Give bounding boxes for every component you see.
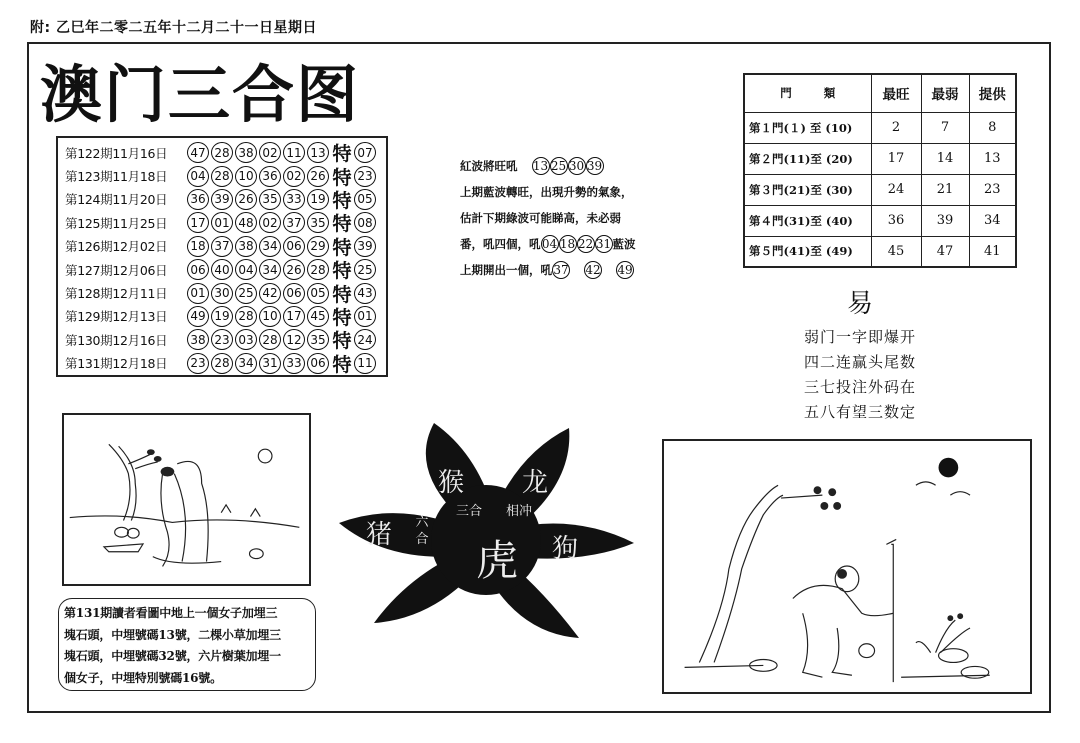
col-door-type: 門 類 bbox=[744, 74, 871, 112]
number-ball: 12 bbox=[283, 329, 305, 350]
number-ball: 28 bbox=[235, 306, 257, 327]
number-ball: 18 bbox=[187, 236, 209, 257]
wave-line-4-suffix: 藍波 bbox=[612, 237, 636, 251]
door-range: 第２門(11)至 (20) bbox=[744, 143, 871, 174]
number-ball: 02 bbox=[259, 142, 281, 163]
result-period-label: 第124期11月20日 bbox=[65, 192, 168, 208]
special-label: 特 bbox=[332, 330, 352, 353]
blue-wave-balls bbox=[552, 257, 634, 283]
red-wave-balls bbox=[532, 153, 604, 179]
number-ball: 06 bbox=[307, 353, 329, 374]
special-label: 特 bbox=[332, 283, 352, 306]
number-ball: 19 bbox=[307, 189, 329, 210]
wave-number-ball: 25 bbox=[550, 159, 567, 173]
wave-number-ball: 49 bbox=[617, 263, 633, 277]
number-ball: 01 bbox=[187, 283, 209, 304]
special-number-ball: 07 bbox=[354, 142, 376, 163]
issue-date-line: 附: 乙巳年二零二五年十二月二十一日星期日 bbox=[30, 20, 317, 36]
zodiac-dragon: 龙 bbox=[522, 468, 549, 498]
offer-value: 41 bbox=[969, 236, 1016, 267]
result-row bbox=[65, 258, 386, 281]
special-number-ball: 39 bbox=[354, 236, 376, 257]
special-label: 特 bbox=[332, 353, 352, 376]
old-man-drawing bbox=[664, 441, 1030, 692]
woman-tree-illustration bbox=[62, 413, 311, 586]
number-ball: 45 bbox=[307, 306, 329, 327]
number-ball: 35 bbox=[307, 212, 329, 233]
worst-value: 14 bbox=[921, 143, 969, 174]
old-man-illustration bbox=[662, 439, 1032, 694]
door-row bbox=[744, 174, 1016, 205]
door-row bbox=[744, 143, 1016, 174]
wave-number-ball: 31 bbox=[595, 237, 612, 251]
result-row bbox=[65, 141, 386, 164]
worst-value: 47 bbox=[921, 236, 969, 267]
number-ball: 05 bbox=[307, 283, 329, 304]
door-row bbox=[744, 236, 1016, 267]
worst-value: 7 bbox=[921, 112, 969, 143]
door-range: 第５門(41)至 (49) bbox=[744, 236, 871, 267]
door-row bbox=[744, 205, 1016, 236]
wave-number-ball: 37 bbox=[553, 263, 569, 277]
number-ball: 37 bbox=[211, 236, 233, 257]
special-number-ball: 43 bbox=[354, 283, 376, 304]
number-ball: 34 bbox=[259, 236, 281, 257]
wave-line-1 bbox=[460, 153, 680, 179]
poem-title: 易 bbox=[846, 289, 873, 319]
number-ball: 13 bbox=[307, 142, 329, 163]
offer-value: 13 bbox=[969, 143, 1016, 174]
poem-line: 弱门一字即爆开 bbox=[803, 328, 916, 346]
wave-line-4 bbox=[460, 231, 680, 257]
door-range: 第１門(１) 至 (10) bbox=[744, 112, 871, 143]
result-period-label: 第129期12月13日 bbox=[65, 309, 168, 325]
wave-number-ball: 04 bbox=[541, 237, 558, 251]
number-ball: 38 bbox=[235, 236, 257, 257]
number-ball: 06 bbox=[187, 259, 209, 280]
number-ball: 34 bbox=[259, 259, 281, 280]
result-row bbox=[65, 211, 386, 234]
number-ball: 10 bbox=[235, 166, 257, 187]
number-ball: 23 bbox=[187, 353, 209, 374]
zodiac-pig: 猪 bbox=[366, 520, 393, 550]
result-row bbox=[65, 188, 386, 211]
number-ball: 33 bbox=[283, 353, 305, 374]
worst-value: 21 bbox=[921, 174, 969, 205]
number-ball: 42 bbox=[259, 283, 281, 304]
wave-number-ball: 30 bbox=[568, 159, 585, 173]
wave-line-4-text: 番，吼四個，吼 bbox=[460, 237, 541, 251]
door-table-header bbox=[744, 74, 1016, 112]
wave-number-ball: 18 bbox=[559, 237, 576, 251]
number-ball: 26 bbox=[235, 189, 257, 210]
result-row bbox=[65, 164, 386, 187]
woman-tree-drawing bbox=[64, 415, 309, 584]
worst-value: 39 bbox=[921, 205, 969, 236]
wave-line-1-text: 紅波將旺吼 bbox=[460, 159, 518, 173]
number-ball: 26 bbox=[307, 166, 329, 187]
number-ball: 28 bbox=[259, 329, 281, 350]
special-label: 特 bbox=[332, 260, 352, 283]
poem-block bbox=[790, 287, 930, 425]
riddle-line: 個女子，中埋特別號碼16號。 bbox=[64, 670, 222, 685]
number-ball: 19 bbox=[211, 306, 233, 327]
result-period-label: 第131期12月18日 bbox=[65, 356, 168, 372]
result-row bbox=[65, 352, 386, 375]
result-period-label: 第122期11月16日 bbox=[65, 145, 168, 161]
zodiac-flower-diagram bbox=[334, 418, 636, 643]
number-ball: 02 bbox=[283, 166, 305, 187]
result-row bbox=[65, 235, 386, 258]
best-value: 24 bbox=[871, 174, 921, 205]
best-value: 2 bbox=[871, 112, 921, 143]
number-ball: 23 bbox=[211, 329, 233, 350]
result-period-label: 第126期12月02日 bbox=[65, 239, 168, 255]
label-xiang-chong: 相冲 bbox=[506, 504, 533, 519]
draw-results-table bbox=[56, 136, 388, 377]
door-range: 第４門(31)至 (40) bbox=[744, 205, 871, 236]
zodiac-monkey: 猴 bbox=[438, 468, 465, 498]
best-value: 45 bbox=[871, 236, 921, 267]
result-row bbox=[65, 281, 386, 304]
number-ball: 06 bbox=[283, 236, 305, 257]
offer-value: 8 bbox=[969, 112, 1016, 143]
riddle-line: 第131期讀者看圖中地上一個女子加埋三 bbox=[64, 606, 278, 620]
number-ball: 11 bbox=[283, 142, 305, 163]
result-row bbox=[65, 305, 386, 328]
special-label: 特 bbox=[332, 306, 352, 329]
wave-number-ball: 22 bbox=[577, 237, 594, 251]
wave-prediction bbox=[460, 153, 680, 283]
special-number-ball: 01 bbox=[354, 306, 376, 327]
number-ball: 35 bbox=[307, 329, 329, 350]
poem-line: 四二连赢头尾数 bbox=[803, 353, 916, 371]
number-ball: 48 bbox=[235, 212, 257, 233]
riddle-text-box bbox=[58, 598, 316, 691]
col-offer: 提供 bbox=[969, 74, 1016, 112]
number-ball: 34 bbox=[235, 353, 257, 374]
number-ball: 03 bbox=[235, 329, 257, 350]
special-label: 特 bbox=[332, 143, 352, 166]
special-number-ball: 24 bbox=[354, 329, 376, 350]
number-ball: 02 bbox=[259, 212, 281, 233]
zodiac-dog: 狗 bbox=[552, 534, 579, 564]
result-period-label: 第125期11月25日 bbox=[65, 215, 168, 231]
result-period-label: 第130期12月16日 bbox=[65, 332, 168, 348]
number-ball: 17 bbox=[283, 306, 305, 327]
special-label: 特 bbox=[332, 166, 352, 189]
number-ball: 47 bbox=[187, 142, 209, 163]
number-ball: 36 bbox=[187, 189, 209, 210]
number-ball: 25 bbox=[235, 283, 257, 304]
number-ball: 28 bbox=[307, 259, 329, 280]
wave-number-ball: 39 bbox=[586, 159, 603, 173]
result-period-label: 第123期11月18日 bbox=[65, 169, 168, 185]
special-number-ball: 05 bbox=[354, 189, 376, 210]
wave-line-3: 估計下期綠波可能睇高，未必弱 bbox=[460, 211, 621, 225]
wave-line-5-text: 上期開出一個，吼 bbox=[460, 263, 552, 277]
col-best: 最旺 bbox=[871, 74, 921, 112]
label-liu-he: 六合 bbox=[415, 515, 429, 547]
special-number-ball: 08 bbox=[354, 212, 376, 233]
number-ball: 49 bbox=[187, 306, 209, 327]
number-ball: 29 bbox=[307, 236, 329, 257]
special-number-ball: 11 bbox=[354, 353, 376, 374]
number-ball: 06 bbox=[283, 283, 305, 304]
number-ball: 28 bbox=[211, 353, 233, 374]
best-value: 17 bbox=[871, 143, 921, 174]
number-ball: 10 bbox=[259, 306, 281, 327]
door-stats-table bbox=[743, 73, 1017, 268]
poem-line: 三七投注外码在 bbox=[803, 378, 916, 396]
special-number-ball: 23 bbox=[354, 166, 376, 187]
number-ball: 36 bbox=[259, 166, 281, 187]
number-ball: 30 bbox=[211, 283, 233, 304]
number-ball: 37 bbox=[283, 212, 305, 233]
number-ball: 28 bbox=[211, 142, 233, 163]
wave-line-5 bbox=[460, 257, 680, 283]
number-ball: 40 bbox=[211, 259, 233, 280]
wave-number-ball: 13 bbox=[532, 159, 549, 173]
offer-value: 23 bbox=[969, 174, 1016, 205]
special-number-ball: 25 bbox=[354, 259, 376, 280]
result-period-label: 第127期12月06日 bbox=[65, 262, 168, 278]
green-wave-balls bbox=[541, 231, 613, 257]
number-ball: 39 bbox=[211, 189, 233, 210]
door-row bbox=[744, 112, 1016, 143]
special-label: 特 bbox=[332, 189, 352, 212]
number-ball: 04 bbox=[235, 259, 257, 280]
number-ball: 04 bbox=[187, 166, 209, 187]
number-ball: 33 bbox=[283, 189, 305, 210]
result-period-label: 第128期12月11日 bbox=[65, 286, 168, 302]
best-value: 36 bbox=[871, 205, 921, 236]
wave-number-ball: 42 bbox=[585, 263, 601, 277]
number-ball: 17 bbox=[187, 212, 209, 233]
result-row bbox=[65, 328, 386, 351]
number-ball: 38 bbox=[235, 142, 257, 163]
special-label: 特 bbox=[332, 213, 352, 236]
number-ball: 01 bbox=[211, 212, 233, 233]
offer-value: 34 bbox=[969, 205, 1016, 236]
special-label: 特 bbox=[332, 236, 352, 259]
wave-line-2: 上期藍波轉旺，出現升勢的氣象， bbox=[460, 185, 633, 199]
number-ball: 35 bbox=[259, 189, 281, 210]
label-san-he: 三合 bbox=[456, 504, 483, 519]
riddle-line: 塊石頭，中埋號碼13號，二棵小草加埋三 bbox=[64, 627, 281, 642]
number-ball: 38 bbox=[187, 329, 209, 350]
zodiac-tiger: 虎 bbox=[476, 536, 519, 585]
number-ball: 26 bbox=[283, 259, 305, 280]
poem-line: 五八有望三数定 bbox=[803, 403, 916, 421]
col-worst: 最弱 bbox=[921, 74, 969, 112]
riddle-line: 塊石頭，中埋號碼32號，六片樹葉加埋一 bbox=[64, 649, 281, 663]
number-ball: 28 bbox=[211, 166, 233, 187]
number-ball: 31 bbox=[259, 353, 281, 374]
page-title: 澳门三合图 bbox=[40, 58, 361, 131]
door-range: 第３門(21)至 (30) bbox=[744, 174, 871, 205]
